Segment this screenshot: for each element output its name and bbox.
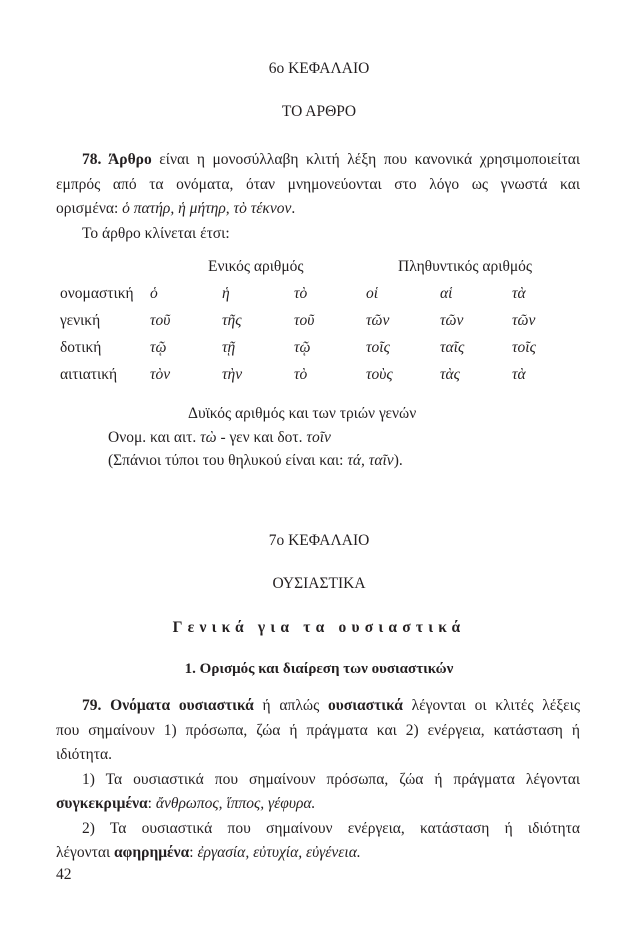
- dual-title: Δυϊκός αριθμός και των τριών γενών: [188, 405, 417, 422]
- paragraph-79-line-1-mid: ή απλώς: [253, 697, 328, 714]
- article-form: τοῖς: [512, 339, 536, 356]
- concrete-examples: ἄνθρωπος, ἵππος, γέφυρα.: [155, 795, 316, 812]
- paragraph-78: [56, 148, 580, 246]
- dual-form-2: τοῖν: [306, 429, 331, 446]
- abstract-line-1: 2) Τα ουσιαστικά που σημαίνουν ενέργεια, κατάσταση ή ιδιότητα: [82, 819, 580, 837]
- article-form: τῇ: [222, 339, 236, 356]
- article-form: τῶν: [440, 312, 464, 329]
- paragraph-79-line-3: ιδιότητα.: [56, 746, 112, 763]
- article-form: τῆς: [222, 312, 242, 329]
- plural-header: Πληθυντικός αριθμός: [398, 258, 533, 275]
- abstract-sep: :: [189, 844, 198, 861]
- singular-header: Ενικός αριθμός: [208, 258, 304, 275]
- paragraph-78-number: 78. Άρθρο: [82, 151, 152, 168]
- article-form: τοὺς: [366, 366, 393, 383]
- abstract-term: αφηρημένα: [114, 844, 190, 861]
- article-form: τὴν: [222, 366, 243, 383]
- page-number: 42: [56, 866, 72, 883]
- paragraph-78-line-3: [56, 197, 580, 222]
- chapter-7-heading: 7ο ΚΕΦΑΛΑΙΟ: [268, 532, 370, 549]
- paragraph-79-line-2: που σημαίνουν 1) πρόσωπα, ζώα ή πράγματα και 2) ενέργεια, κατάσταση ή: [56, 721, 580, 739]
- article-form: τὰ: [512, 285, 526, 302]
- article-form: τοῦ: [150, 312, 171, 329]
- chapter-7-title: ΟΥΣΙΑΣΤΙΚΑ: [272, 575, 366, 592]
- dual-line-1-c: - γεν και δοτ.: [216, 429, 307, 446]
- article-form: τὸ: [294, 366, 308, 383]
- paragraph-78-line-2: εμπρός από τα ονόματα, όταν μνημονεύονται στο λόγο ως γνωστά και: [56, 175, 580, 193]
- chapter-6-heading: 6ο ΚΕΦΑΛΑΙΟ: [268, 60, 370, 77]
- abstract-pre: λέγονται: [56, 844, 115, 861]
- chapter-7-subtitle: Γενικά για τα ουσιαστικά: [172, 619, 466, 636]
- dual-feminine-forms: τά, ταῖν: [347, 452, 394, 469]
- article-form: αἱ: [440, 285, 453, 302]
- dual-line-2-a: (Σπάνιοι τύποι του θηλυκού είναι και:: [108, 452, 348, 469]
- article-form: τῶν: [366, 312, 390, 329]
- case-label: γενική: [60, 312, 101, 329]
- article-form: τῷ: [150, 339, 167, 356]
- paragraph-79-line-1-rest: λέγονται οι κλιτές λέξεις: [402, 697, 580, 714]
- article-form: τὸ: [294, 285, 308, 302]
- paragraph-79: [56, 694, 580, 866]
- article-form: ἡ: [222, 285, 230, 302]
- abstract-examples: ἐργασία, εὐτυχία, εὐγένεια.: [197, 844, 361, 861]
- article-form: τὸν: [150, 366, 171, 383]
- declension-intro: Το άρθρο κλίνεται έτσι:: [82, 224, 230, 242]
- paragraph-78-examples: ὁ πατήρ, ἡ μήτηρ, τὸ τέκνον: [122, 200, 292, 217]
- article-form: οἱ: [366, 285, 379, 302]
- article-form: τὰ: [512, 366, 526, 383]
- dual-line-1: [108, 429, 331, 447]
- concrete-term: συγκεκριμένα: [56, 795, 148, 812]
- article-form: τοῦ: [294, 312, 315, 329]
- dual-line-1-a: Ονομ. και αιτ.: [108, 429, 201, 446]
- concrete-sep: :: [147, 795, 156, 812]
- concrete-line-1: 1) Τα ουσιαστικά που σημαίνουν πρόσωπα, ζώα ή πράγματα λέγονται: [82, 770, 580, 788]
- paragraph-79-number: 79. Ονόματα ουσιαστικά: [82, 697, 254, 714]
- dual-line-2-c: ).: [393, 452, 403, 469]
- concrete-line-2: [56, 792, 580, 817]
- article-form: ταῖς: [440, 339, 465, 356]
- article-form: τῶν: [512, 312, 536, 329]
- paragraph-78-line-3-post: .: [291, 200, 296, 217]
- case-label: δοτική: [60, 339, 102, 356]
- case-label: αιτιατική: [60, 366, 118, 383]
- article-form: τῷ: [294, 339, 311, 356]
- paragraph-78-line-3-pre: ορισμένα:: [56, 200, 123, 217]
- dual-line-2: [108, 452, 403, 470]
- abstract-line-2: [56, 841, 580, 866]
- dual-form-1: τὼ: [200, 429, 217, 446]
- paragraph-78-line-1-text: είναι η μονοσύλλαβη κλιτή λέξη που κανονικά χρησιμοποιείται: [151, 151, 580, 168]
- paragraph-78-line-1: [56, 148, 580, 173]
- section-1-heading: 1. Ορισμός και διαίρεση των ουσιαστικών: [184, 661, 454, 677]
- article-form: ὁ: [150, 285, 158, 302]
- chapter-6-title: ΤΟ ΑΡΘΡΟ: [281, 103, 357, 120]
- article-form: τὰς: [440, 366, 460, 383]
- paragraph-79-bold-term: ουσιαστικά: [328, 697, 403, 714]
- paragraph-79-line-1: [56, 694, 580, 719]
- case-label: ονομαστική: [60, 285, 134, 302]
- article-form: τοῖς: [366, 339, 390, 356]
